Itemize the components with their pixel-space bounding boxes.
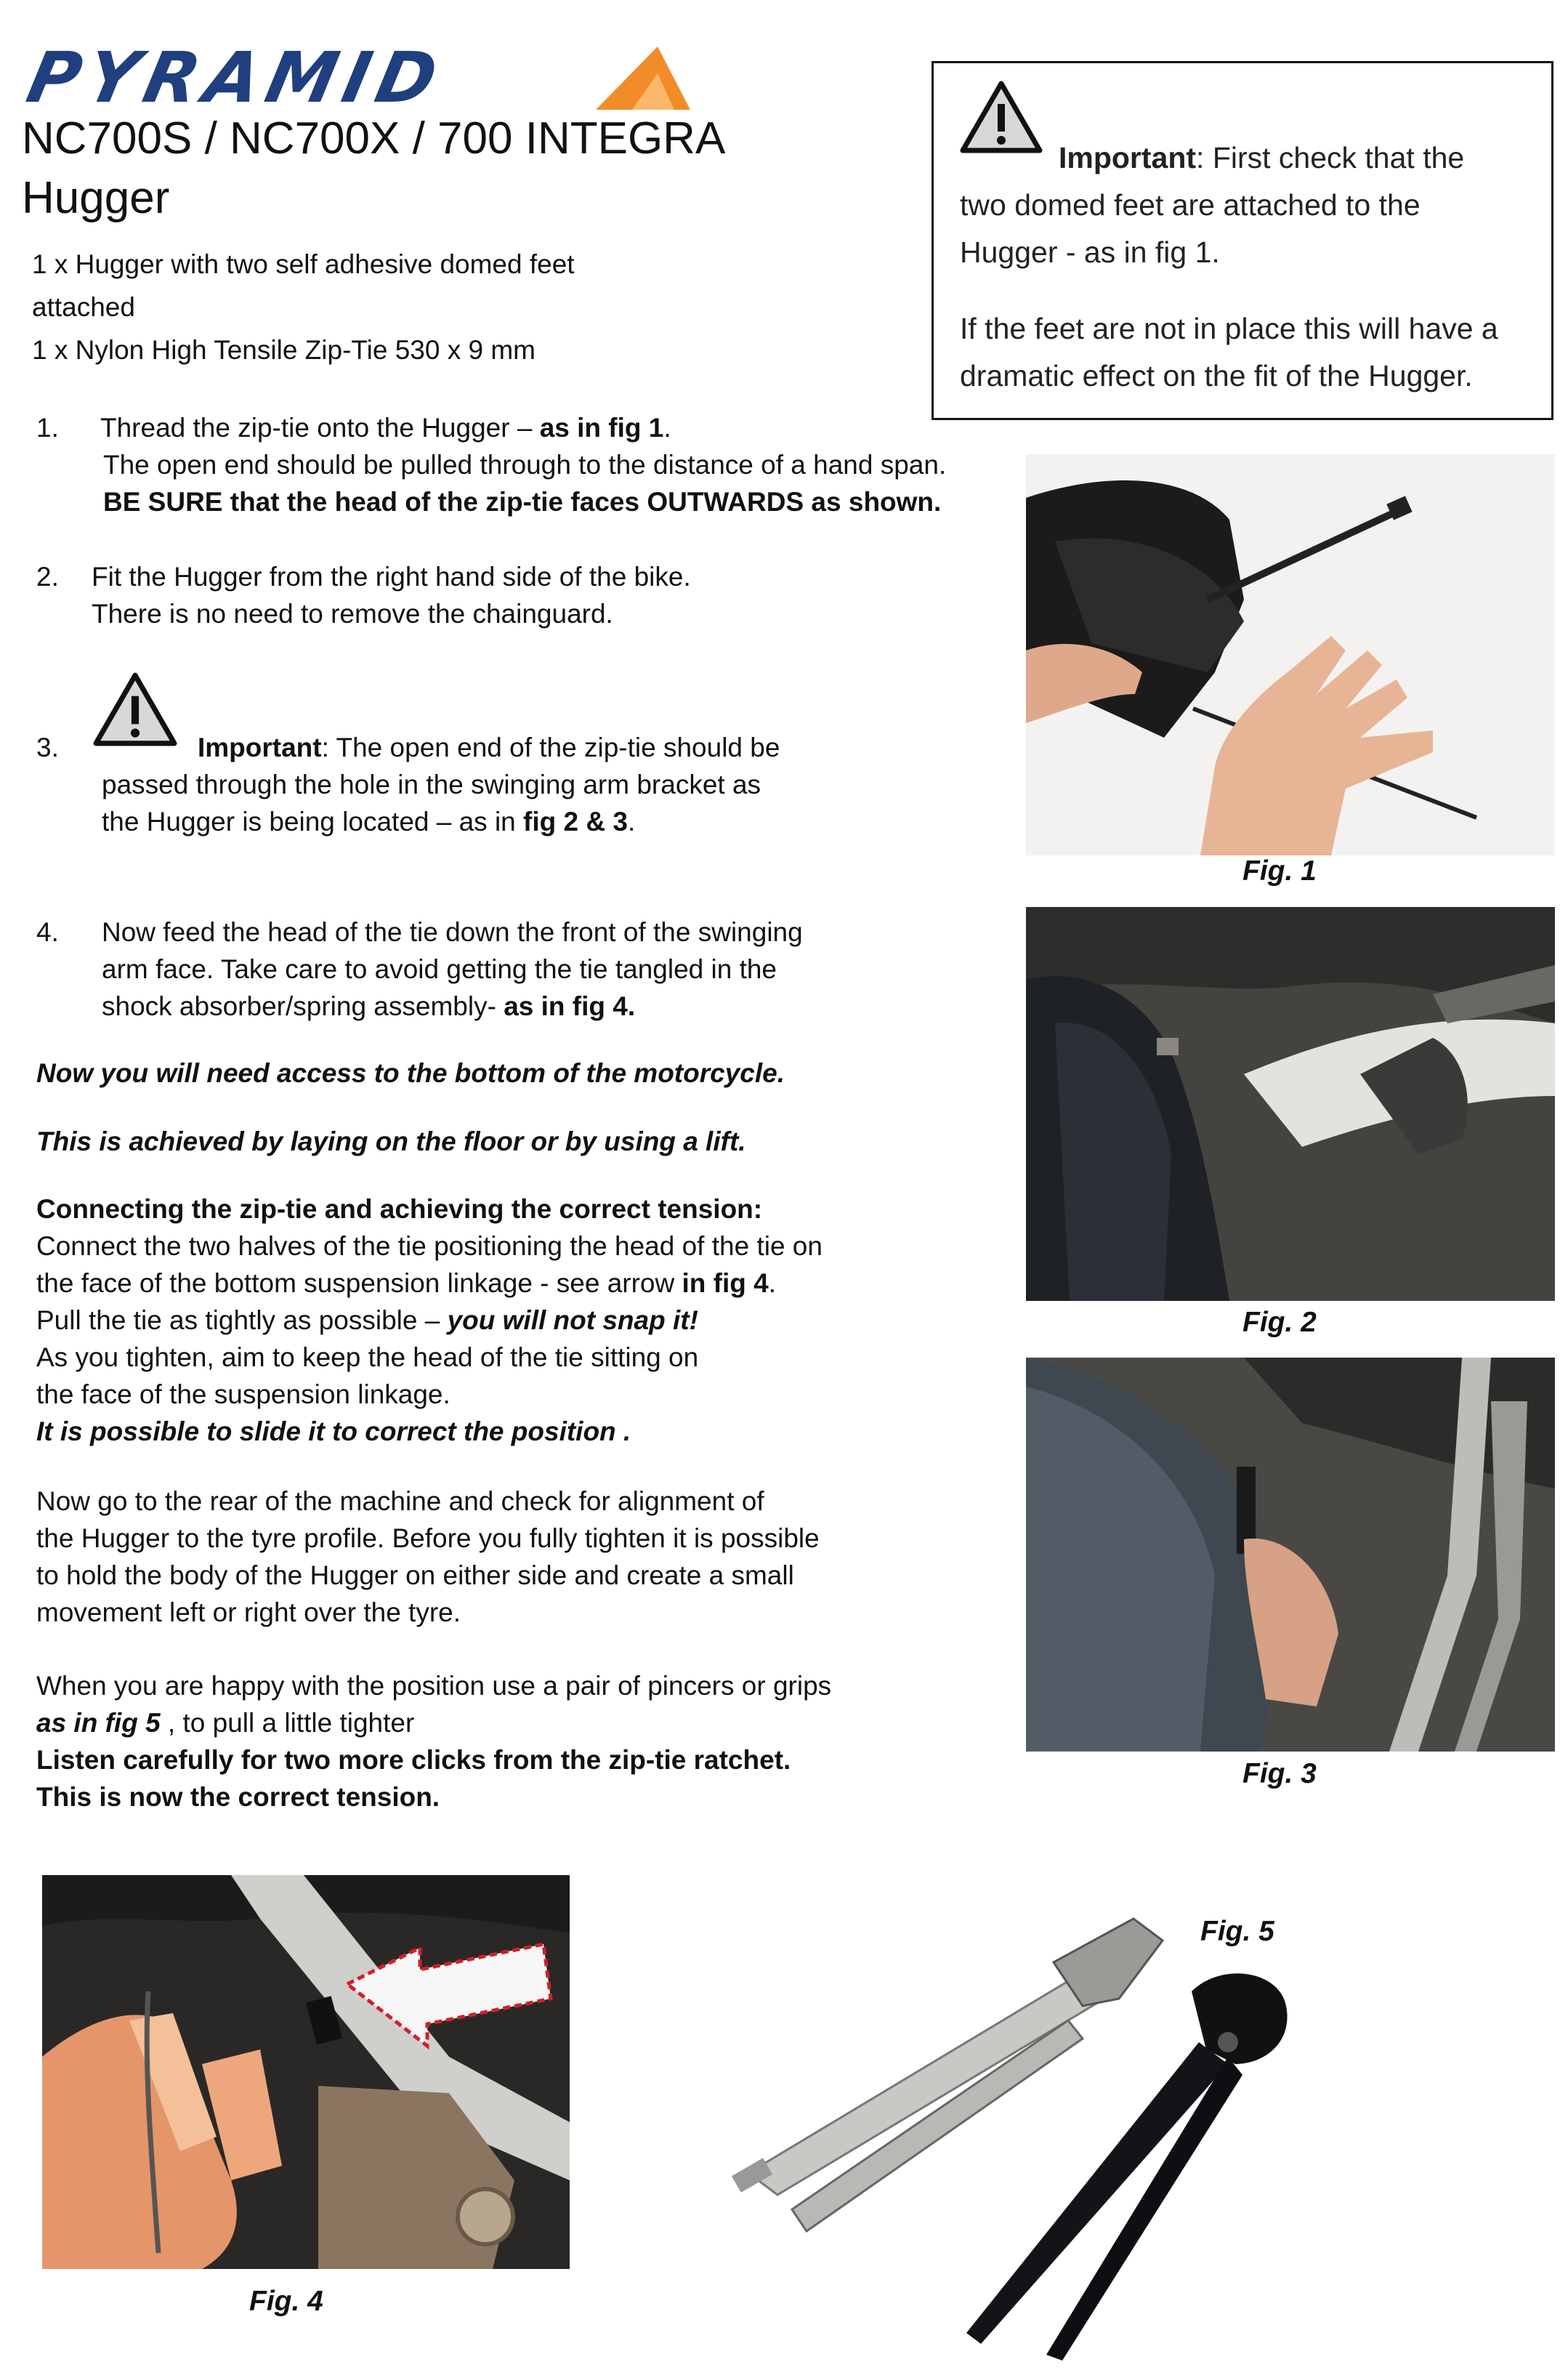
pyramid-logo-icon bbox=[589, 41, 698, 113]
step-number: 3. bbox=[36, 733, 59, 762]
notice-line-3: Hugger - as in fig 1. bbox=[960, 235, 1220, 269]
final-section bbox=[36, 1667, 831, 1815]
tension-line: the face of the suspension linkage. bbox=[36, 1379, 450, 1409]
step-4-line-1: Now feed the head of the tie down the front of the swinging bbox=[102, 917, 803, 947]
fig-2-caption: Fig. 2 bbox=[1242, 1307, 1317, 1338]
step-3-line-3: the Hugger is being located – as in fig 2 & 3. bbox=[102, 807, 636, 837]
notice-line-1: Important: First check that the bbox=[1059, 141, 1465, 174]
important-label: Important bbox=[198, 733, 322, 762]
alignment-line: the Hugger to the tyre profile. Before you fully tighten it is possible bbox=[36, 1523, 820, 1553]
tension-line: It is possible to slide it to correct the position . bbox=[36, 1416, 631, 1446]
step-4-line-2: arm face. Take care to avoid getting the tie tangled in the bbox=[102, 954, 777, 984]
fig-1-caption: Fig. 1 bbox=[1242, 855, 1317, 887]
fig-4-photo bbox=[42, 1875, 570, 2269]
final-line: This is now the correct tension. bbox=[36, 1782, 440, 1812]
alignment-line: movement left or right over the tyre. bbox=[36, 1597, 461, 1627]
step-3-line-1: Important: The open end of the zip-tie should be bbox=[198, 733, 780, 762]
step-number: 4. bbox=[36, 917, 59, 947]
contents-line: 1 x Nylon High Tensile Zip-Tie 530 x 9 mm bbox=[32, 335, 536, 365]
important-notice-box bbox=[931, 61, 1553, 420]
important-notice-text bbox=[960, 134, 1534, 400]
fig-3-photo bbox=[1026, 1358, 1555, 1752]
final-line: Listen carefully for two more clicks from the zip-tie ratchet. bbox=[36, 1745, 791, 1775]
notice-line-5: dramatic effect on the fit of the Hugger. bbox=[960, 359, 1473, 392]
tension-section bbox=[36, 1190, 823, 1450]
fig-2-photo bbox=[1026, 907, 1555, 1301]
alignment-line: Now go to the rear of the machine and check for alignment of bbox=[36, 1486, 764, 1516]
tension-heading: Connecting the zip-tie and achieving the correct tension: bbox=[36, 1194, 763, 1224]
step-4-line-3: shock absorber/spring assembly- as in fig 4. bbox=[102, 991, 636, 1021]
step-1-line-2: The open end should be pulled through to the distance of a hand span. bbox=[103, 450, 947, 480]
step-2 bbox=[36, 558, 763, 638]
step-3-line-2: passed through the hole in the swinging arm bracket as bbox=[102, 770, 761, 799]
kit-contents bbox=[32, 243, 650, 371]
step-1-line-1: Thread the zip-tie onto the Hugger – as in fig 1. bbox=[100, 413, 671, 443]
brand-logo bbox=[20, 37, 668, 118]
step-2-line-2: There is no need to remove the chainguard. bbox=[92, 599, 613, 629]
tension-line: the face of the bottom suspension linkage - see arrow in fig 4. bbox=[36, 1268, 777, 1298]
step-4 bbox=[36, 914, 908, 1030]
contents-line: attached bbox=[32, 292, 135, 322]
final-line: as in fig 5 , to pull a little tighter bbox=[36, 1708, 415, 1738]
fig-5-caption: Fig. 5 bbox=[1200, 1916, 1274, 1947]
alignment-section bbox=[36, 1483, 820, 1631]
tension-line: As you tighten, aim to keep the head of the tie sitting on bbox=[36, 1342, 699, 1372]
fig-4-caption: Fig. 4 bbox=[249, 2286, 323, 2317]
fig-3-caption: Fig. 3 bbox=[1242, 1758, 1317, 1789]
fig-5-photo bbox=[727, 1897, 1308, 2362]
notice-line-2: two domed feet are attached to the bbox=[960, 188, 1421, 222]
tension-line: Connect the two halves of the tie positioning the head of the tie on bbox=[36, 1231, 823, 1261]
contents-line: 1 x Hugger with two self adhesive domed feet bbox=[32, 249, 575, 279]
step-number: 1. bbox=[36, 413, 59, 443]
access-note: Now you will need access to the bottom of the motorcycle. bbox=[36, 1058, 785, 1088]
step-1 bbox=[36, 409, 981, 525]
important-label: Important bbox=[1059, 141, 1197, 174]
alignment-line: to hold the body of the Hugger on either side and create a small bbox=[36, 1560, 794, 1590]
fig-1-photo bbox=[1026, 454, 1555, 855]
step-1-line-3: BE SURE that the head of the zip-tie faces OUTWARDS as shown. bbox=[103, 487, 942, 517]
page-title bbox=[22, 109, 734, 228]
lift-note: This is achieved by laying on the floor or by using a lift. bbox=[36, 1126, 746, 1156]
step-3 bbox=[36, 729, 872, 845]
brand-wordmark: PYRAMID bbox=[20, 37, 451, 118]
title-models: NC700S / NC700X / 700 INTEGRA bbox=[22, 113, 726, 164]
title-product: Hugger bbox=[22, 173, 170, 223]
final-line: When you are happy with the position use a pair of pincers or grips bbox=[36, 1671, 832, 1701]
notice-line-4: If the feet are not in place this will have a bbox=[960, 312, 1498, 345]
tension-line: Pull the tie as tightly as possible – you will not snap it! bbox=[36, 1305, 698, 1335]
step-number: 2. bbox=[36, 562, 59, 592]
step-2-line-1: Fit the Hugger from the right hand side of the bike. bbox=[92, 562, 691, 592]
